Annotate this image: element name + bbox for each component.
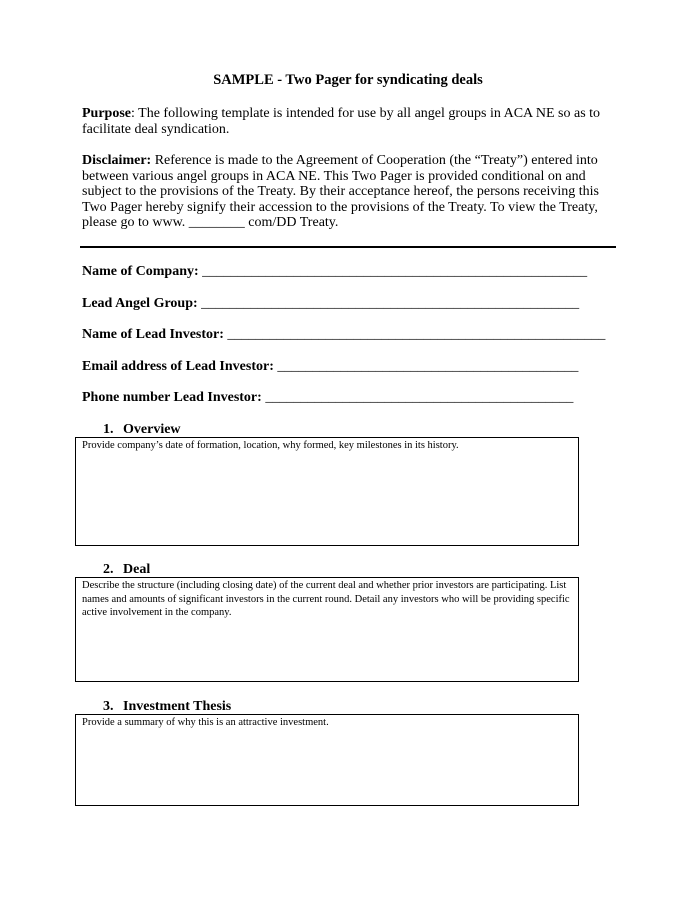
- company-name-field[interactable]: [82, 264, 587, 280]
- overview-text-box[interactable]: [75, 437, 579, 546]
- lead-angel-group-label: Lead Angel Group:: [82, 296, 198, 311]
- lead-investor-phone-field[interactable]: [82, 390, 573, 406]
- lead-investor-name-label: Name of Lead Investor:: [82, 327, 224, 342]
- lead-investor-email-field[interactable]: [82, 359, 578, 375]
- disclaimer-paragraph: [82, 153, 612, 231]
- lead-investor-email-label: Email address of Lead Investor:: [82, 359, 274, 374]
- lead-investor-phone-blank[interactable]: ____________________________________________: [265, 390, 574, 405]
- company-name-label: Name of Company:: [82, 264, 199, 279]
- lead-angel-group-blank[interactable]: ______________________________________________________: [201, 296, 580, 311]
- lead-investor-name-field[interactable]: [82, 327, 605, 343]
- investment-thesis-prompt: Provide a summary of why this is an attractive investment.: [82, 717, 329, 728]
- purpose-label: Purpose: [82, 106, 131, 121]
- section-number: 1.: [103, 422, 114, 437]
- overview-prompt: Provide company’s date of formation, location, why formed, key milestones in its history.: [82, 440, 459, 451]
- section-number: 2.: [103, 562, 114, 577]
- lead-investor-email-blank[interactable]: ___________________________________________: [277, 359, 579, 374]
- investment-thesis-text-box[interactable]: [75, 714, 579, 806]
- disclaimer-text: Reference is made to the Agreement of Cooperation (the “Treaty”) entered into between various angel groups in ACA NE. This Two Pager is provided conditional on and subject to the provisions of the Treaty. By their acceptance hereof, the persons receiving this Two Pager hereby signify their accession to the provisions of the Treaty. To view the Treaty, please go to www. ________ com/DD Treaty.: [82, 153, 599, 230]
- purpose-text: : The following template is intended for use by all angel groups in ACA NE so as to facilitate deal syndication.: [82, 106, 601, 137]
- lead-investor-phone-label: Phone number Lead Investor:: [82, 390, 262, 405]
- section-heading-investment-thesis: [103, 699, 231, 715]
- section-title: Investment Thesis: [123, 699, 232, 714]
- section-heading-deal: [103, 562, 150, 578]
- document-title: SAMPLE - Two Pager for syndicating deals: [213, 72, 483, 88]
- deal-text-box[interactable]: [75, 577, 579, 682]
- lead-investor-name-blank[interactable]: ______________________________________________________: [227, 327, 606, 342]
- purpose-paragraph: [82, 106, 612, 137]
- company-name-blank[interactable]: _______________________________________________________: [202, 264, 588, 279]
- deal-prompt: Describe the structure (including closing date) of the current deal and whether prior investors are participating. List names and amounts of significant investors in the current round. Detail any investors who will be providing specific active involvement in the company.: [82, 580, 570, 618]
- section-heading-overview: [103, 422, 181, 438]
- section-title: Overview: [123, 422, 181, 437]
- section-number: 3.: [103, 699, 114, 714]
- horizontal-divider: [80, 246, 616, 248]
- lead-angel-group-field[interactable]: [82, 296, 579, 312]
- disclaimer-label: Disclaimer:: [82, 153, 152, 168]
- section-title: Deal: [123, 562, 151, 577]
